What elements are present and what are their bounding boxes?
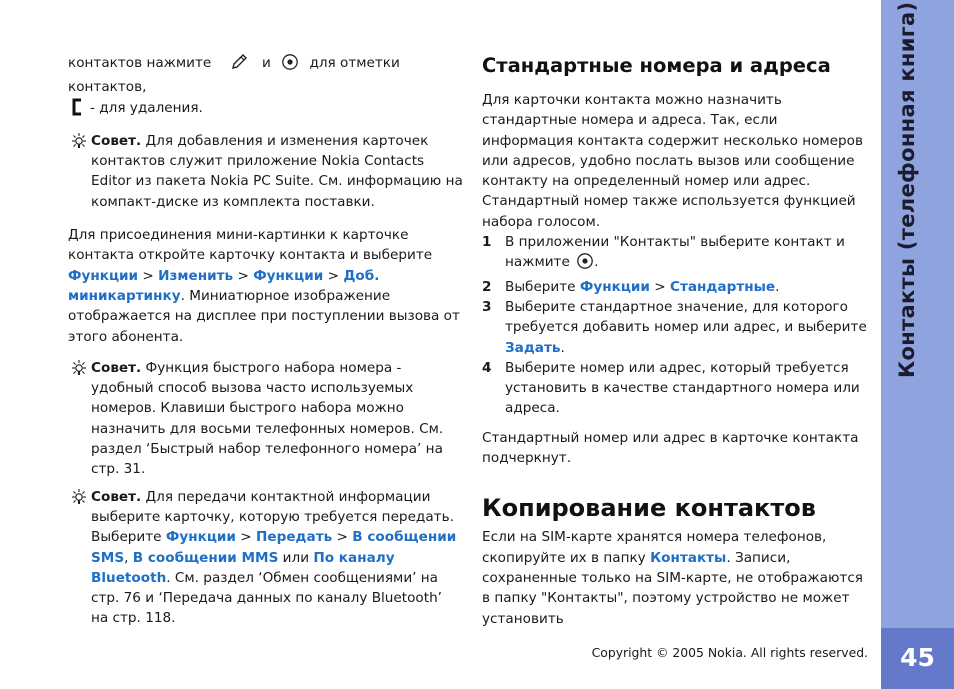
tip-label: Совет. (91, 359, 142, 376)
instruction-text: контактов нажмите (68, 55, 212, 71)
link-contacts[interactable]: Контакты (650, 549, 727, 566)
tip-send-contact: Совет. Для передачи контактной информации выберите карточку, которую требуется передать. Выберите Функции > Передать > В сообщении SMS, В сообщении MMS или По каналу Bluetooth. См. раздел ‘Обмен сообщениями’ на стр. 76 и ‘Передача данных по каналу Bluetooth’ на стр. 118. (68, 487, 463, 629)
tip-lightbulb-icon (69, 488, 89, 506)
tip-contacts-editor (68, 131, 463, 212)
instruction-text-delete: - для удаления. (90, 99, 203, 116)
link-functions-2[interactable]: Функции (253, 267, 324, 284)
link-add-thumbnail[interactable]: Доб. миникартинку (68, 267, 380, 304)
link-assign[interactable]: Задать (505, 339, 561, 356)
delete-instruction (68, 53, 463, 122)
steps-list (482, 232, 872, 419)
tip-text: Для добавления и изменения карточек контактов служит приложение Nokia Contacts Editor из пакета Nokia PC Suite. См. информацию на компакт-диске из комплекта поставки. (91, 132, 463, 210)
defaults-intro: Для карточки контакта можно назначить стандартные номера и адреса. Так, если информация контакта содержит несколько номеров или адресов, удобно послать вызов или сообщение контакту на определенный номер или адрес. Стандартный номер также используется функцией набора голосом. (482, 92, 863, 230)
instruction-text-mark: для отметки контактов, (68, 55, 400, 96)
link-edit[interactable]: Изменить (158, 267, 234, 284)
link-functions[interactable]: Функции (68, 267, 139, 284)
page-number: 45 (900, 643, 935, 672)
copy-paragraph: Если на SIM-карте хранятся номера телефонов, скопируйте их в папку Контакты. Записи, сохраненные только на SIM-карте, не отображаются в папку "Контакты", поэтому устройство не может установить (482, 529, 863, 627)
step-1: 1 В приложении "Контакты" выберите контакт и нажмите . (482, 232, 872, 277)
link-functions-3[interactable]: Функции (165, 529, 236, 546)
right-column (482, 53, 872, 629)
link-functions-4[interactable]: Функции (579, 278, 650, 295)
page-number-box (881, 628, 954, 689)
link-defaults[interactable]: Стандартные (670, 278, 776, 295)
tip-lightbulb-icon (69, 359, 89, 377)
thumbnail-paragraph: Для присоединения мини-картинки к карточке контакта откройте карточку контакта и выберите Функции > Изменить > Функции > Доб. миникартинку. Миниатюрное изображение отображается на дисплее при поступлении вызова от этого абонента. (68, 227, 460, 345)
section-heading-defaults: Стандартные номера и адреса (482, 54, 831, 77)
copyright-footer: Copyright © 2005 Nokia. All rights reserved. (591, 645, 868, 660)
defaults-note: Стандартный номер или адрес в карточке контакта подчеркнут. (482, 429, 859, 467)
left-column (68, 53, 463, 629)
tip-text: Функция быстрого набора номера - удобный способ вызова часто используемых номеров. Клавиши быстрого набора можно назначить для восьми телефонных номеров. См. раздел ‘Быстрый набор телефонного номера’ на стр. 31. (91, 359, 444, 478)
link-send[interactable]: Передать (256, 529, 333, 546)
step-3: 3 Выберите стандартное значение, для которого требуется добавить номер или адрес, и выберите Задать. (482, 298, 867, 356)
tip-label: Совет. (91, 488, 142, 505)
chapter-sidebar (881, 0, 954, 689)
link-via-bluetooth[interactable]: По каналу Bluetooth (91, 549, 395, 586)
link-via-mms[interactable]: В сообщении MMS (132, 549, 279, 566)
tip-label: Совет. (91, 132, 142, 149)
step-2: 2 Выберите Функции > Стандартные. (482, 278, 780, 295)
chapter-title: Контакты (телефонная книга) (895, 1, 919, 378)
instruction-text-and: и (261, 55, 271, 71)
tip-lightbulb-icon (69, 132, 89, 150)
pencil-key-icon (230, 53, 250, 77)
joystick-key-icon (576, 252, 594, 276)
clear-key-icon (70, 98, 84, 122)
link-via-sms[interactable]: В сообщении SMS (91, 529, 457, 566)
tip-speed-dial (68, 358, 463, 480)
section-heading-copy: Копирование контактов (482, 494, 816, 523)
step-4: 4 Выберите номер или адрес, который требуется установить в качестве стандартного номера или адреса. (482, 359, 860, 417)
joystick-key-icon (281, 53, 299, 77)
